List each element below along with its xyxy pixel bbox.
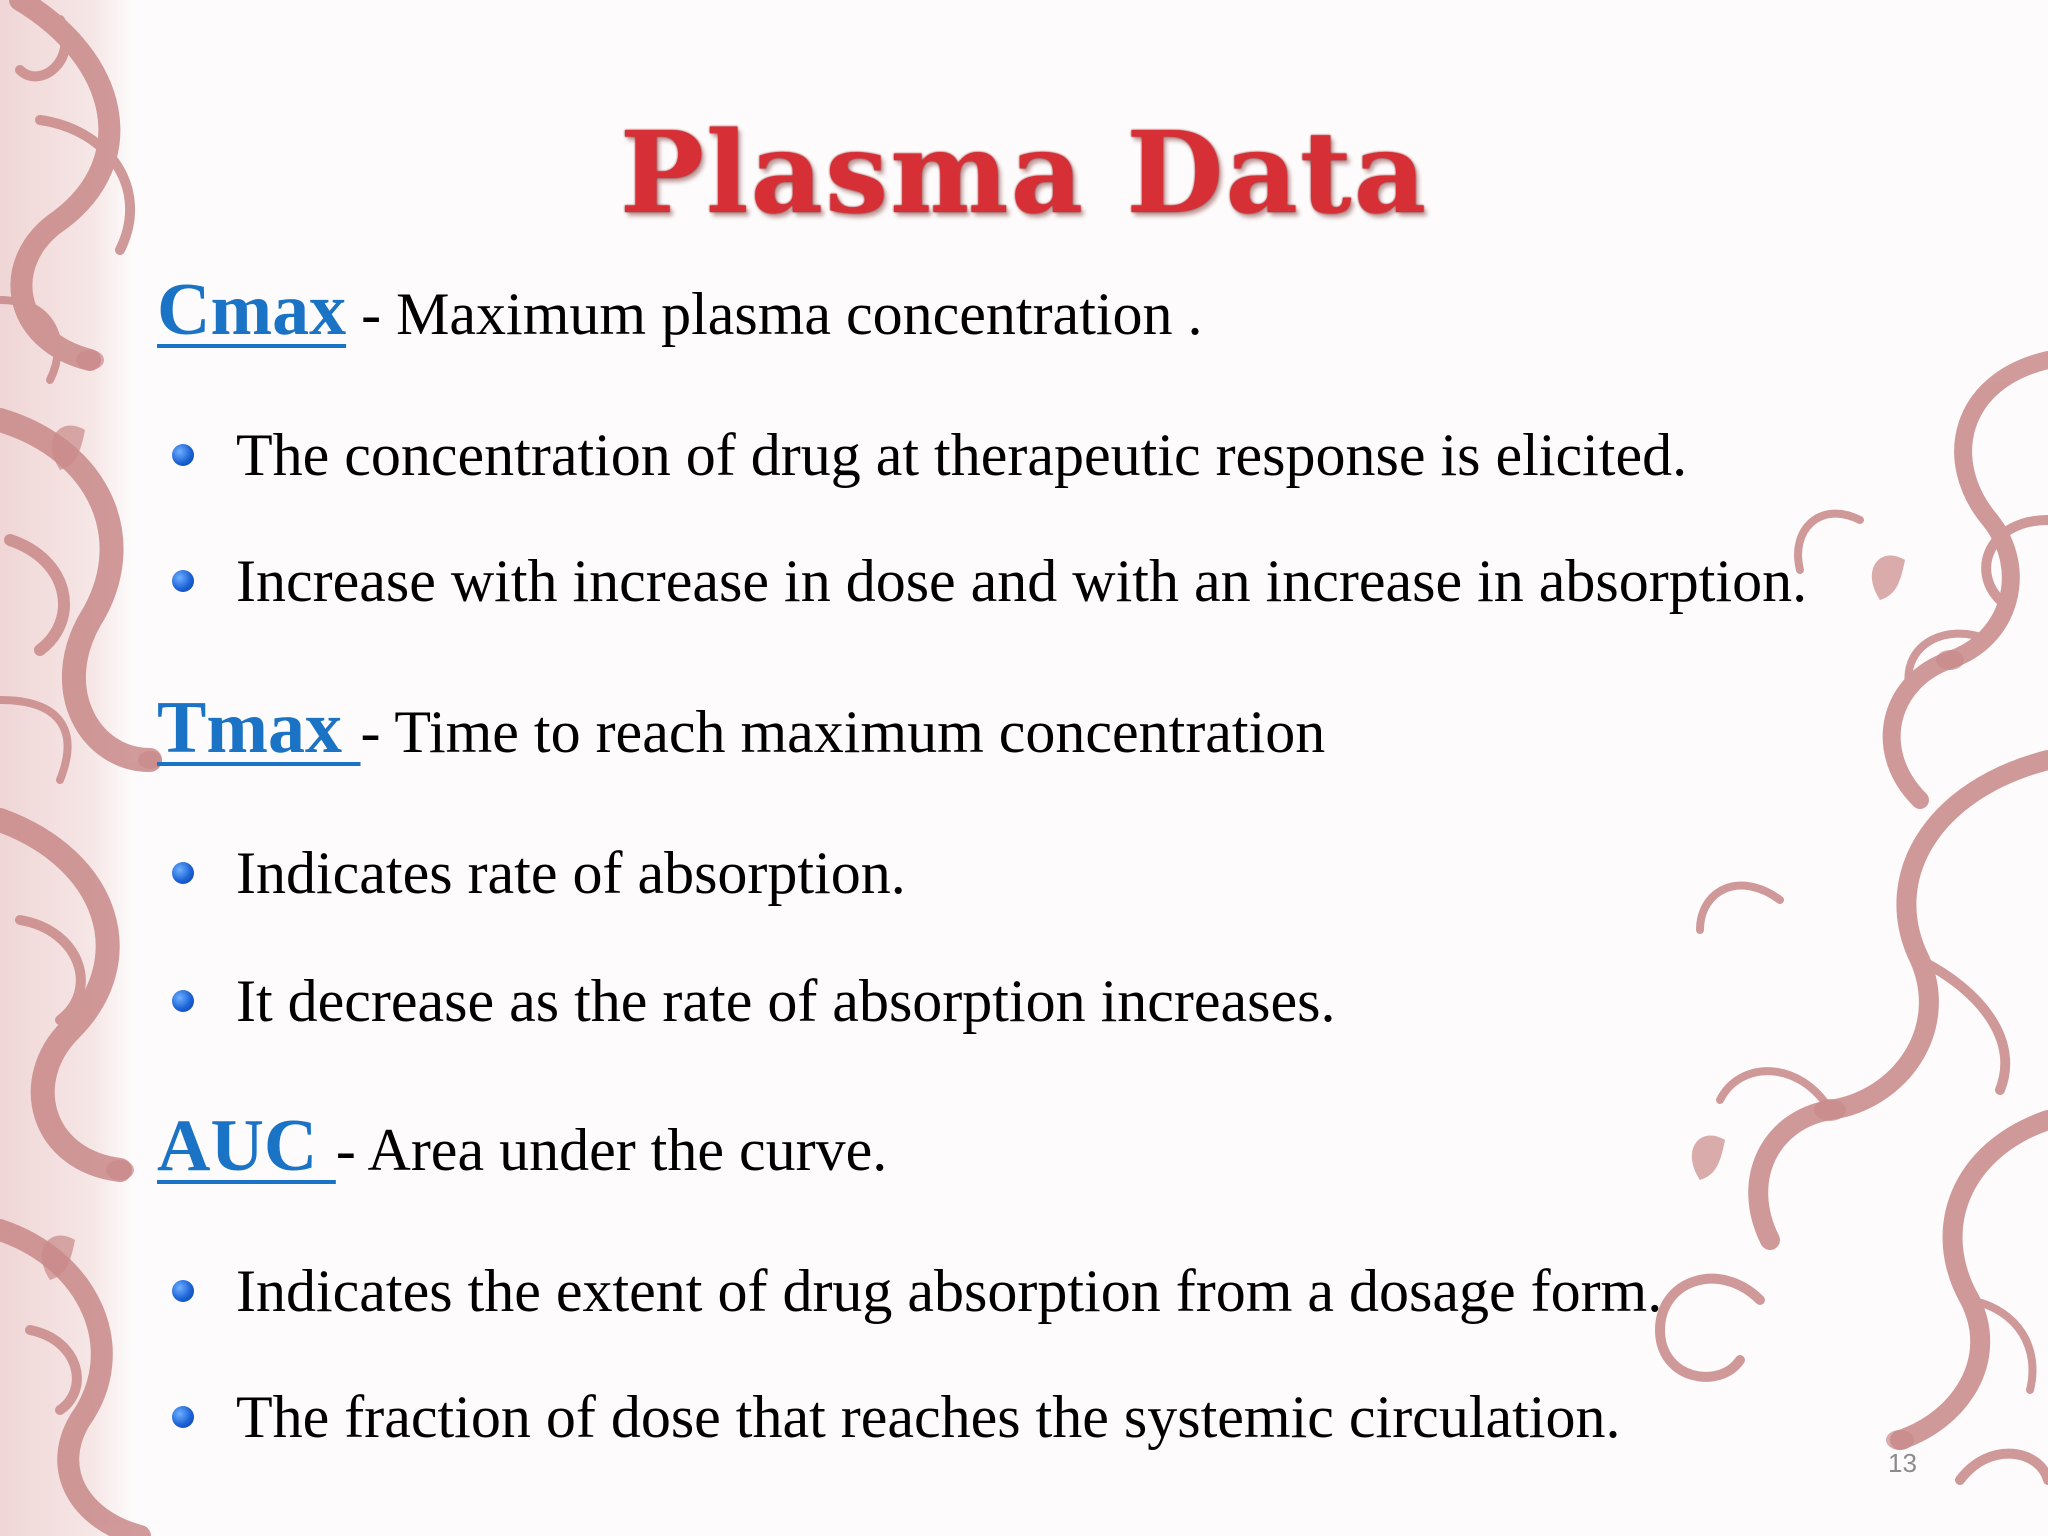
cmax-definition-line <box>157 268 1203 353</box>
tmax-definition-line <box>157 686 1325 771</box>
tmax-definition: - Time to reach maximum concentration <box>360 699 1326 765</box>
page-number: 13 <box>1888 1448 1917 1478</box>
tmax-term: Tmax <box>157 687 361 769</box>
slide-title: Plasma Data <box>619 108 1429 239</box>
bullet-text: Indicates rate of absorption. <box>236 839 906 906</box>
bullet-dot-icon <box>172 570 194 592</box>
bullet-text: The fraction of dose that reaches the systemic circulation. <box>236 1383 1621 1450</box>
bullet-dot-icon <box>172 1280 194 1302</box>
bullet-dot-icon <box>172 1406 194 1428</box>
auc-definition-line <box>157 1104 887 1189</box>
bullet-text: Increase with increase in dose and with an increase in absorption. <box>236 547 1808 614</box>
list-item <box>172 1256 1662 1326</box>
auc-definition: - Area under the curve. <box>335 1117 888 1183</box>
list-item <box>172 966 1335 1036</box>
list-item <box>172 420 1687 490</box>
cmax-definition: - Maximum plasma concentration . <box>346 281 1203 347</box>
list-item <box>172 838 906 908</box>
bullet-text: It decrease as the rate of absorption increases. <box>236 967 1336 1034</box>
bullet-dot-icon <box>172 990 194 1012</box>
list-item <box>172 546 1807 616</box>
bullet-dot-icon <box>172 862 194 884</box>
bullet-text: The concentration of drug at therapeutic response is elicited. <box>236 421 1688 488</box>
auc-term: AUC <box>157 1105 336 1187</box>
list-item <box>172 1382 1620 1452</box>
cmax-term: Cmax <box>157 269 347 351</box>
bullet-dot-icon <box>172 444 194 466</box>
bullet-text: Indicates the extent of drug absorption from a dosage form. <box>236 1257 1663 1324</box>
